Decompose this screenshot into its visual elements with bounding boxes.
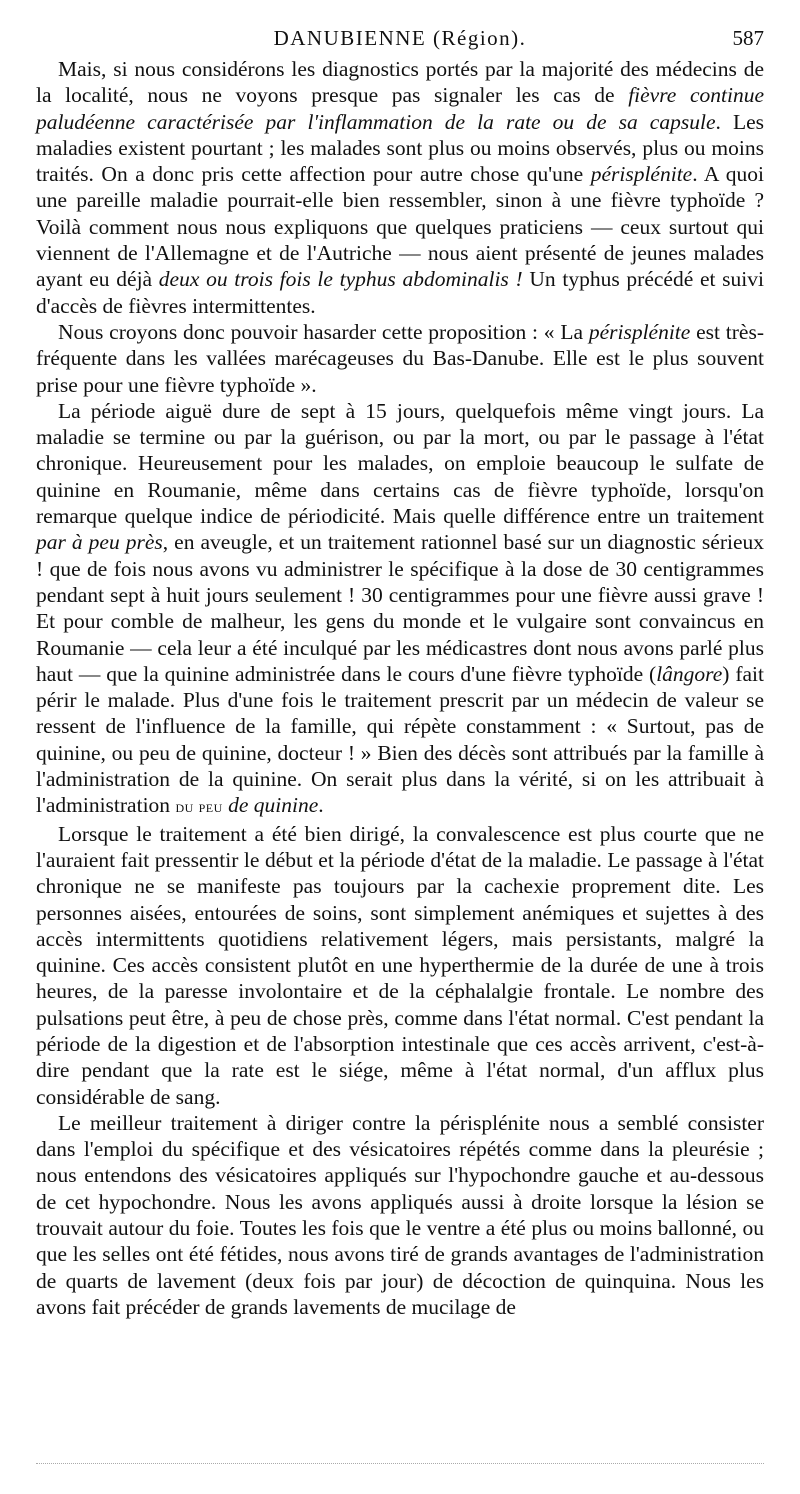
text-run: La période aiguë dure de sept à 15 jours, quelquefois même vingt jours. La maladie se termine ou par la guérison, ou par la mort, ou par le passage à l'état chronique. Heureusement pour les malades, on emploie beaucoup le sulfate de quinine en Roumanie, même dans certains cas de fièvre typhoïde, lorsqu'on remarque quelque indice de périodicité. Mais quelle différence entre un traitement [36, 398, 764, 529]
text-run: Le meilleur traitement à diriger contre la périsplénite nous a semblé consister dans l'emploi du spécifique et des vésicatoires répétés comme dans la pleurésie ; nous entendons des vésicatoires appliqués sur l'hypochondre gauche et au-dessous de cet hypochondre. Nous les avons appliqués aussi à droite lorsque la lésion se trouvait autour du foie. Toutes les fois que le ventre a été plus ou moins ballonné, ou que les selles ont été fétides, nous avons tiré de grands avantages de l'administration de quarts de lavement (deux fois par jour) de décoction de quinquina. Nous les avons fait précéder de grands lavements de mucilage de [36, 1110, 764, 1319]
text-run: Mais, si nous considérons les diagnostics portés par la majorité des médecins de la localité, nous ne voyons presque pas signaler les cas de [36, 57, 764, 108]
text-run: ) fait périr le malade. Plus d'une fois le traitement prescrit par un médecin de valeur se ressent de l'influence de la famille, qui répète constamment : « Surtout, pas de quinine, ou peu de quinine, docteur ! » Bien des décès sont attribués par la famille à l'administration de la quinine. On serait plus dans la vérité, si on les attribuait à l'administration [36, 661, 764, 818]
small-caps-run: du peu [175, 797, 223, 817]
paragraph [36, 821, 764, 1110]
italic-run: de quinine [228, 793, 319, 818]
running-head: DANUBIENNE (Région). [273, 26, 527, 50]
text-run: . A quoi une pareille maladie pourrait-elle bien ressembler, sinon à une fièvre typhoïde ? Voilà comment nous nous expliquons que quelques praticiens — ceux surtout qui viennent de l'Allemagne et de l'Autriche — nous aient présenté de jeunes malades ayant eu déjà [36, 162, 764, 292]
text-run: . [318, 793, 324, 818]
page-number: 587 [732, 26, 764, 50]
text-run: est très-fréquente dans les vallées marécageuses du Bas-Danube. Elle est le plus souvent prise pour une fièvre typhoïde ». [36, 319, 764, 397]
paragraph [36, 319, 764, 398]
footer-dotted-rule [36, 1463, 764, 1464]
italic-run: deux ou trois fois le typhus abdominalis ! [158, 267, 523, 292]
italic-run: périsplénite [590, 162, 693, 187]
page-header [36, 26, 764, 56]
text-run: Lorsque le traitement a été bien dirigé, la convalescence est plus courte que ne l'auraient fait pressentir le début et la période d'état de la maladie. Le passage à l'état chronique ne se manifeste pas toujours par la cachexie proprement dite. Les personnes aisées, entourées de soins, sont simplement anémiques et sujettes à des accès intermittents quotidiens relativement légers, mais persistants, malgré la quinine. Ces accès consistent plutôt en une hyperthermie de la durée de une à trois heures, de la paresse involontaire et de la céphalalgie frontale. Le nombre des pulsations peut être, à peu de chose près, comme dans l'état normal. C'est pendant la période de la digestion et de l'absorption intestinale que ces accès arrivent, c'est-à-dire pendant que la rate est le siége, même à l'état normal, d'un afflux plus considérable de sang. [36, 821, 764, 1109]
italic-run: par à peu près [36, 530, 163, 555]
paragraph [36, 1110, 764, 1320]
text-run: Nous croyons donc pouvoir hasarder cette proposition : « La [58, 319, 589, 344]
italic-run: périsplénite [588, 319, 691, 344]
page-body [36, 56, 764, 1320]
italic-run: fièvre continue paludéenne caractérisée par l'inflammation de la rate ou de sa capsule [36, 83, 764, 134]
text-run: . Les maladies existent pourtant ; les malades sont plus ou moins observés, plus ou moins traités. On a donc pris cette affection pour autre chose qu'une [36, 109, 764, 187]
italic-run: lângore [656, 661, 723, 686]
text-run: Un typhus précédé et suivi d'accès de fièvres intermittentes. [36, 267, 764, 318]
paragraph [36, 398, 764, 821]
paragraph [36, 56, 764, 319]
text-run: , en aveugle, et un traitement rationnel basé sur un diagnostic sérieux ! que de fois nous avons vu administrer le spécifique à la dose de 30 centigrammes pendant sept à huit jours seulement ! 30 centigrammes pour une fièvre aussi grave ! Et pour comble de malheur, les gens du monde et le vulgaire sont convaincus en Roumanie — cela leur a été inculqué par les médicastres dont nous avons parlé plus haut — que la quinine administrée dans le cours d'une fièvre typhoïde ( [36, 530, 765, 686]
